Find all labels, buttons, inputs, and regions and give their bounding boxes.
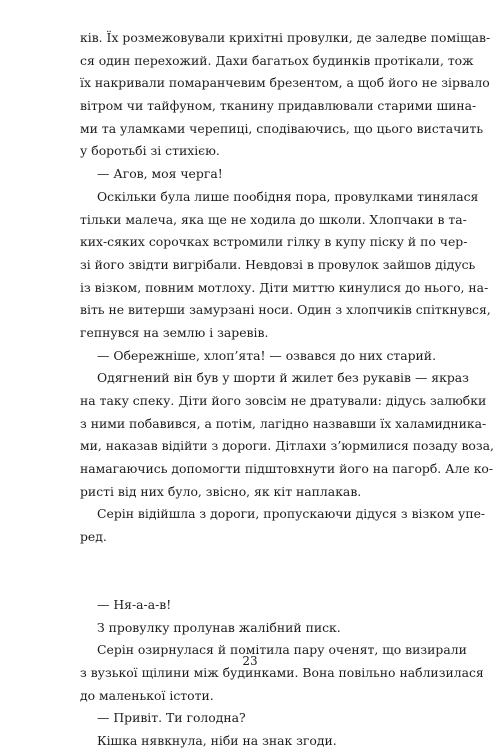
text-line: ред.: [80, 529, 107, 545]
page-number: 23: [242, 654, 258, 668]
section-break: [80, 549, 421, 594]
text-line: віть не витерши замурзані носи. Один з хлопчиків спіткнувся,: [80, 302, 491, 318]
dialogue-line: — Агов, моя черга!: [97, 166, 223, 182]
text-line: з ними побавився, а потім, лагідно назвавши їх халамидника-: [80, 415, 487, 431]
text-line: Серін озирнулася й помітила пару оченят, що визирали: [97, 642, 467, 658]
text-line: Серін відійшла з дороги, пропускаючи дідуся з візком упе-: [97, 506, 486, 522]
text-line: їх накривали помаранчевим брезентом, а щоб його не зірвало: [80, 75, 490, 91]
dialogue-line: — Ня-а-а-в!: [97, 596, 172, 612]
text-line: Кішка нявкнула, ніби на знак згоди.: [97, 732, 337, 748]
text-line: до маленької істоти.: [80, 687, 214, 703]
text-line: тільки малеча, яка ще не ходила до школи. Хлопчаки в та-: [80, 211, 467, 227]
text-line: Одягнений він був у шорти й жилет без рукавів — якраз: [97, 370, 469, 386]
text-line: гепнувся на землю і заревів.: [80, 324, 269, 340]
text-line: зі його звідти вигрібали. Невдовзі в провулок зайшов дідусь: [80, 256, 476, 272]
text-line: на таку спеку. Діти його зовсім не дратували: дідусь залюбки: [80, 393, 487, 408]
text-line: намагаючись допомогти підштовхнути його на пагорб. Але ко-: [80, 461, 494, 477]
text-line: Оскільки була лише пообідня пора, провулками тинялася: [97, 188, 479, 204]
text-line: з вузької щілини між будинками. Вона повільно наблизилася: [80, 664, 484, 680]
text-line: ристі від них було, звісно, як кіт наплакав.: [80, 483, 362, 499]
text-line: ся один перехожий. Дахи багатьох будинків протікали, тож: [80, 52, 474, 68]
text-line: ми та уламками черепиці, сподіваючись, що цього вистачить: [80, 120, 484, 136]
text-line: ких-сяких сорочках встромили гілку в купу піску й по чер-: [80, 234, 468, 250]
text-line: із візком, повним мотлоху. Діти миттю кинулися до нього, на-: [80, 279, 489, 295]
text-line: ми, наказав відійти з дороги. Дітлахи з’юрмилися позаду воза,: [80, 438, 494, 454]
body-text: [80, 27, 494, 753]
text-line: у боротьбі зі стихією.: [80, 143, 220, 159]
dialogue-line: — Привіт. Ти голодна?: [97, 710, 246, 726]
text-line: вітром чи тайфуном, тканину придавлювали старими шина-: [80, 98, 477, 114]
text-line: ків. Їх розмежовували крихітні провулки, де заледве поміщав-: [80, 30, 491, 45]
text-line: З провулку пролунав жалібний писк.: [97, 619, 341, 635]
dialogue-line: — Обережніше, хлоп’ята! — озвався до них старий.: [97, 347, 437, 363]
